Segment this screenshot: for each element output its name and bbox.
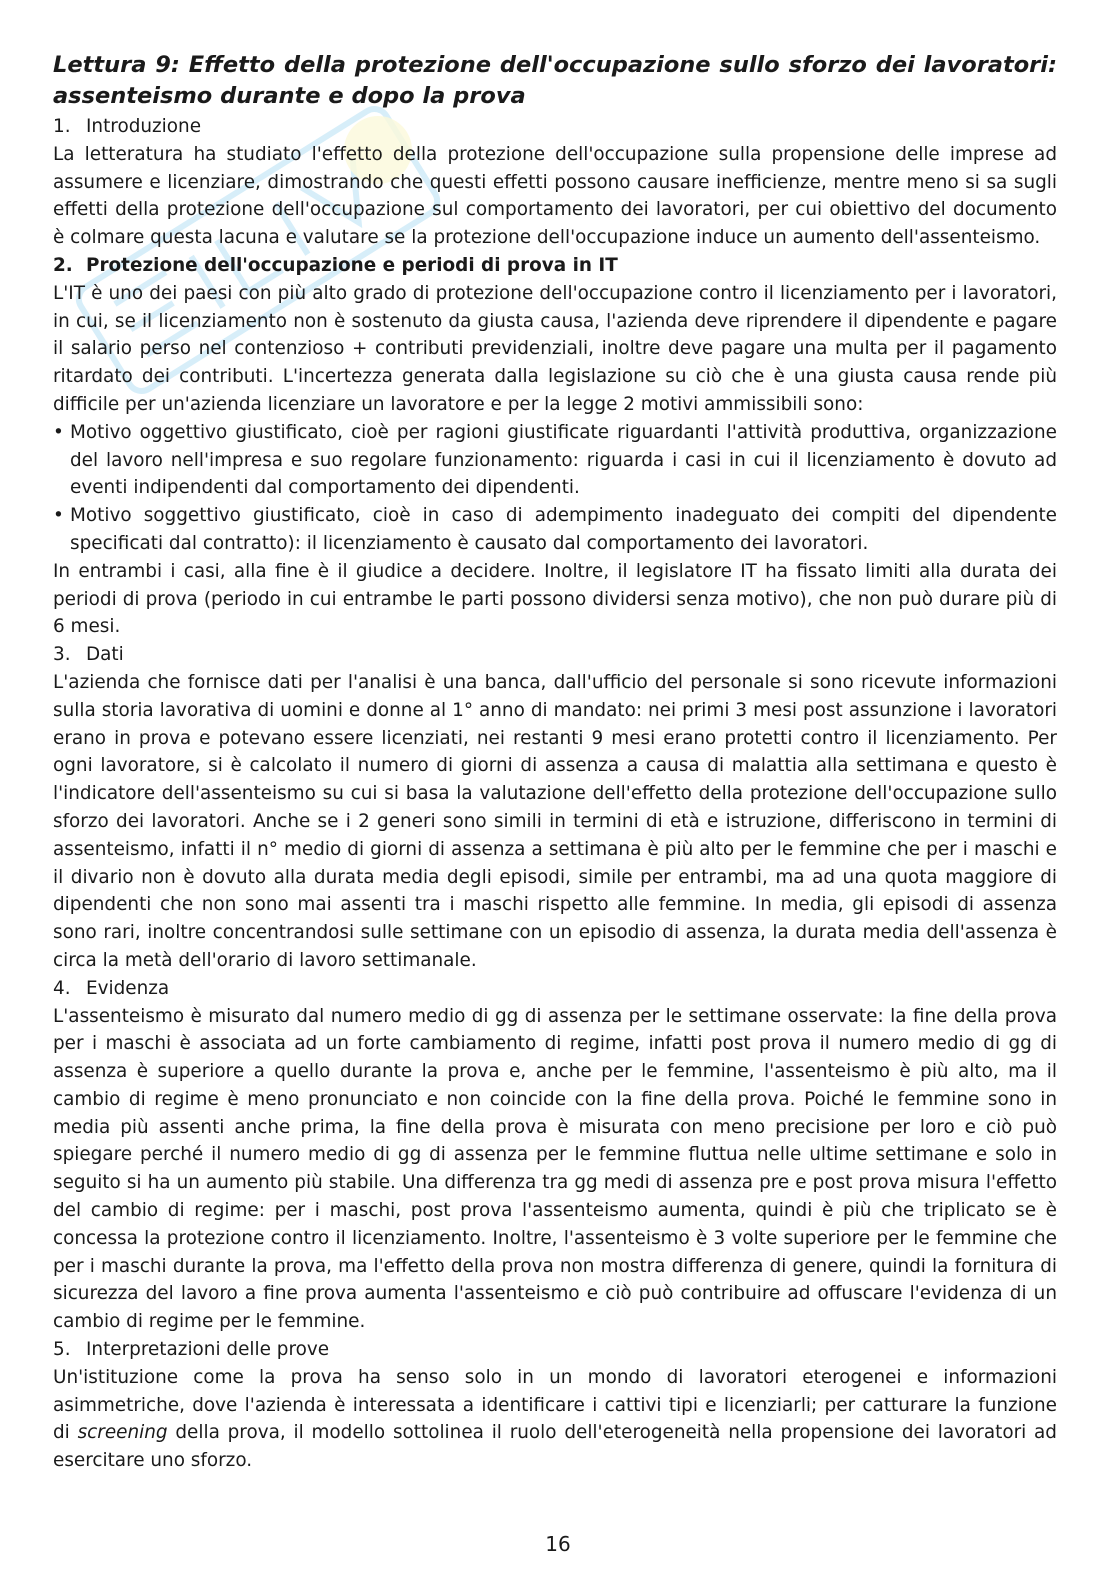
page-title: Lettura 9: Effetto della protezione dell'occupazione sullo sforzo dei lavoratori: assenteismo durante e dopo la prova xyxy=(53,52,1057,109)
page-number: 16 xyxy=(545,1532,571,1556)
bullet-list xyxy=(53,419,1057,558)
list-item: • Motivo oggettivo giustificato, cioè per ragioni giustificate riguardanti l'attività produttiva, organizzazione del lavoro nell'impresa e suo regolare funzionamento: riguarda i casi in cui il licenziamento è dovuto ad eventi indipendenti dal comportamento dei dipendenti. xyxy=(53,419,1057,502)
section-heading-5 xyxy=(53,1336,1057,1364)
section-paragraph: In entrambi i casi, alla fine è il giudice a decidere. Inoltre, il legislatore IT ha fissato limiti alla durata dei periodi di prova (periodo in cui entrambe le parti possono dividersi senza motivo), che non può durare più di 6 mesi. xyxy=(53,560,1057,638)
section-paragraph xyxy=(53,1364,1057,1475)
section-paragraph: L'azienda che fornisce dati per l'analisi è una banca, dall'ufficio del personale si sono ricevute informazioni sulla storia lavorativa di uomini e donne al 1° anno di mandato: nei primi 3 mesi post assunzione i lavoratori erano in prova e potevano essere licenziati, nei restanti 9 mesi erano protetti contro il licenziamento. Per ogni lavoratore, si è calcolato il numero di giorni di assenza a causa di malattia alla settimana e questo è l'indicatore dell'assenteismo su cui si basa la valutazione dell'effetto della protezione dell'occupazione sullo sforzo dei lavoratori. Anche se i 2 generi sono simili in termini di età e istruzione, differiscono in termini di assenteismo, infatti il n° medio di giorni di assenza a settimana è più alto per le femmine che per i maschi e il divario non è dovuto alla durata media degli episodi, simile per entrambi, ma ad una quota maggiore di dipendenti che non sono mai assenti tra i maschi rispetto alle femmine. In media, gli episodi di assenza sono rari, inoltre concentrandosi sulle settimane con un episodio di assenza, la durata media dell'assenza è circa la metà dell'orario di lavoro settimanale. xyxy=(53,671,1057,971)
section-paragraph: L'IT è uno dei paesi con più alto grado di protezione dell'occupazione contro il licenziamento per i lavoratori, in cui, se il licenziamento non è sostenuto da giusta causa, l'azienda deve riprendere il dipendente e pagare il salario perso nel contenzioso + contributi previdenziali, inoltre deve pagare una multa per il pagamento ritardato dei contributi. L'incertezza generata dalla legislazione su ciò che è una giusta causa rende più difficile per un'azienda licenziare un lavoratore e per la legge 2 motivi ammissibili sono: xyxy=(53,282,1057,415)
section-heading-4 xyxy=(53,975,1057,1003)
section-number: 1. xyxy=(53,116,71,137)
emphasis-text: screening xyxy=(77,1422,168,1444)
section-title: Protezione dell'occupazione e periodi di prova in IT xyxy=(86,254,618,276)
section-paragraph: La letteratura ha studiato l'effetto della protezione dell'occupazione sulla propensione delle imprese ad assumere e licenziare, dimostrando che questi effetti possono causare inefficienze, mentre meno si sa sugli effetti della protezione dell'occupazione sul comportamento dei lavoratori, per cui obiettivo del documento è colmare questa lacuna e valutare se la protezione dell'occupazione induce un aumento dell'assenteismo. xyxy=(53,143,1057,249)
document-page xyxy=(53,50,1057,1475)
section-number: 5. xyxy=(53,1339,71,1361)
section-heading-3 xyxy=(53,641,1057,669)
paragraph-text: Un'istituzione come la prova ha senso solo in un mondo di lavoratori eterogenei e informazioni asimmetriche, dove l'azienda è interessata a identificare i cattivi tipi e licenziarli; per catturare la funzione di xyxy=(53,1366,1057,1444)
list-item: • Motivo soggettivo giustificato, cioè in caso di adempimento inadeguato dei compiti del dipendente specificati dal contratto): il licenziamento è causato dal comportamento dei lavoratori. xyxy=(53,502,1057,558)
section-title: Dati xyxy=(86,644,124,666)
section-number: 3. xyxy=(53,644,71,666)
section-title: Evidenza xyxy=(86,977,170,999)
paragraph-text: della prova, il modello sottolinea il ruolo dell'eterogeneità nella propensione dei lavoratori ad esercitare uno sforzo. xyxy=(53,1422,1057,1472)
section-heading-2 xyxy=(53,252,1057,280)
section-number: 4. xyxy=(53,977,71,999)
section-number: 2. xyxy=(53,254,73,276)
section-paragraph: L'assenteismo è misurato dal numero medio di gg di assenza per le settimane osservate: la fine della prova per i maschi è associata ad un forte cambiamento di regime, infatti post prova il numero medio di gg di assenza è superiore a quello durante la prova e, anche per le femmine, l'assenteismo è più alto, ma il cambio di regime è meno pronunciato e non coincide con la fine della prova. Poiché le femmine sono in media più assenti anche prima, la fine della prova è misurata con meno precisione per loro e ciò può spiegare perché il numero medio di gg di assenza per le femmine fluttua nelle ultime settimane e solo in seguito si ha un aumento più stabile. Una differenza tra gg medi di assenza pre e post prova misura l'effetto del cambio di regime: per i maschi, post prova l'assenteismo aumenta, quindi è più che triplicato se è concessa la protezione contro il licenziamento. Inoltre, l'assenteismo è 3 volte superiore per le femmine che per i maschi durante la prova, ma l'effetto della prova non mostra differenza di genere, quindi la fornitura di sicurezza del lavoro a fine prova aumenta l'assenteismo e ciò può contribuire ad offuscare l'evidenza di un cambio di regime per le femmine. xyxy=(53,1005,1057,1333)
section-heading-1 xyxy=(53,113,1057,141)
section-title: Interpretazioni delle prove xyxy=(86,1339,330,1361)
section-title: Introduzione xyxy=(86,116,202,137)
